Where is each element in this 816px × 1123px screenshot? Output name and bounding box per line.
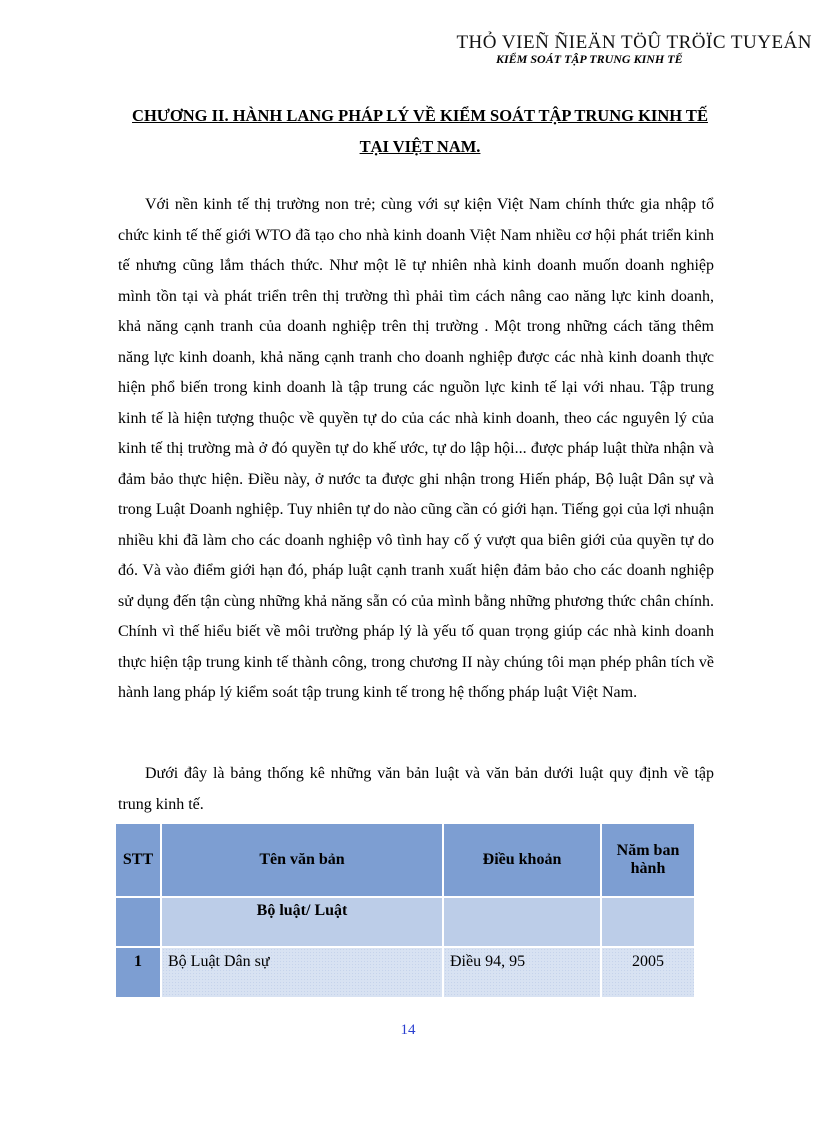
body-paragraph-1: Với nền kinh tế thị trường non trẻ; cùng với sự kiện Việt Nam chính thức gia nhập tổ chức kinh tế thế giới WTO đã tạo cho nhà kinh doanh Việt Nam nhiều cơ hội phát triển kinh tế nhưng cũng lắm thách thức. Như một lẽ tự nhiên nhà kinh doanh muốn doanh nghiệp mình tồn tại và phát triển trên thị trường thì phải tìm cách nâng cao năng lực kinh doanh, khả năng cạnh tranh của doanh nghiệp trên thị trường . Một trong những cách tăng thêm năng lực kinh doanh, khả năng cạnh tranh cho doanh nghiệp được các nhà kinh doanh thực hiện phổ biến trong kinh doanh là tập trung các nguồn lực kinh tế lại với nhau. Tập trung kinh tế là hiện tượng thuộc về quyền tự do của các nhà kinh doanh, theo các nguyên lý của kinh tế thị trường mà ở đó quyền tự do khế ước, tự do lập hội... được pháp luật thừa nhận và đảm bảo thực hiện. Điều này, ở nước ta được ghi nhận trong Hiến pháp, Bộ luật Dân sự và trong Luật Doanh nghiệp. Tuy nhiên tự do nào cũng cần có giới hạn. Tiếng gọi của lợi nhuận nhiều khi đã làm cho các doanh nghiệp vô tình hay cố ý vượt qua biên giới của quyền tự do đó. Và vào điểm giới hạn đó, pháp luật cạnh tranh xuất hiện đảm bảo cho các doanh nghiệp sử dụng đến tận cùng những khả năng sẵn có của mình bằng những phương thức chân chính. Chính vì thế hiểu biết về môi trường pháp lý là yếu tố quan trọng giúp các nhà kinh doanh thực hiện tập trung kinh tế thành công, trong chương II này chúng tôi mạn phép phân tích về hành lang pháp lý kiểm soát tập trung kinh tế trong hệ thống pháp luật Việt Nam. xyxy=(118,196,714,701)
legal-documents-table xyxy=(116,824,696,999)
page-number: 14 xyxy=(400,1022,416,1038)
header-clause: Điều khoản xyxy=(444,824,602,898)
table-row xyxy=(116,948,696,999)
group-year-cell xyxy=(602,898,696,948)
row-year: 2005 xyxy=(602,948,696,999)
row-stt: 1 xyxy=(116,948,162,999)
page-header xyxy=(456,30,816,70)
row-clause: Điều 94, 95 xyxy=(444,948,602,999)
group-label: Bộ luật/ Luật xyxy=(162,898,444,948)
body-paragraph-2: Dưới đây là bảng thống kê những văn bản luật và văn bản dưới luật quy định về tập trung kinh tế. xyxy=(118,765,714,813)
header-year: Năm ban hành xyxy=(602,824,696,898)
chapter-title-line-1: CHƯƠNG II. HÀNH LANG PHÁP LÝ VỀ KIỂM SOÁT TẬP TRUNG KINH TẾ xyxy=(132,106,708,125)
table-group-row xyxy=(116,898,696,948)
header-stt: STT xyxy=(116,824,162,898)
row-document-name: Bộ Luật Dân sự xyxy=(162,948,444,999)
header-document-name: Tên văn bản xyxy=(162,824,444,898)
library-watermark: THỎ VIEÑ ÑIEÄN TÖÛ TRÖÏC TUYEÁN xyxy=(456,32,812,53)
group-clause-cell xyxy=(444,898,602,948)
running-head: KIỂM SOÁT TẬP TRUNG KINH TẾ xyxy=(496,52,683,66)
group-stt-cell xyxy=(116,898,162,948)
chapter-title-line-2: TẠI VIỆT NAM. xyxy=(359,137,481,156)
table-header-row xyxy=(116,824,696,898)
